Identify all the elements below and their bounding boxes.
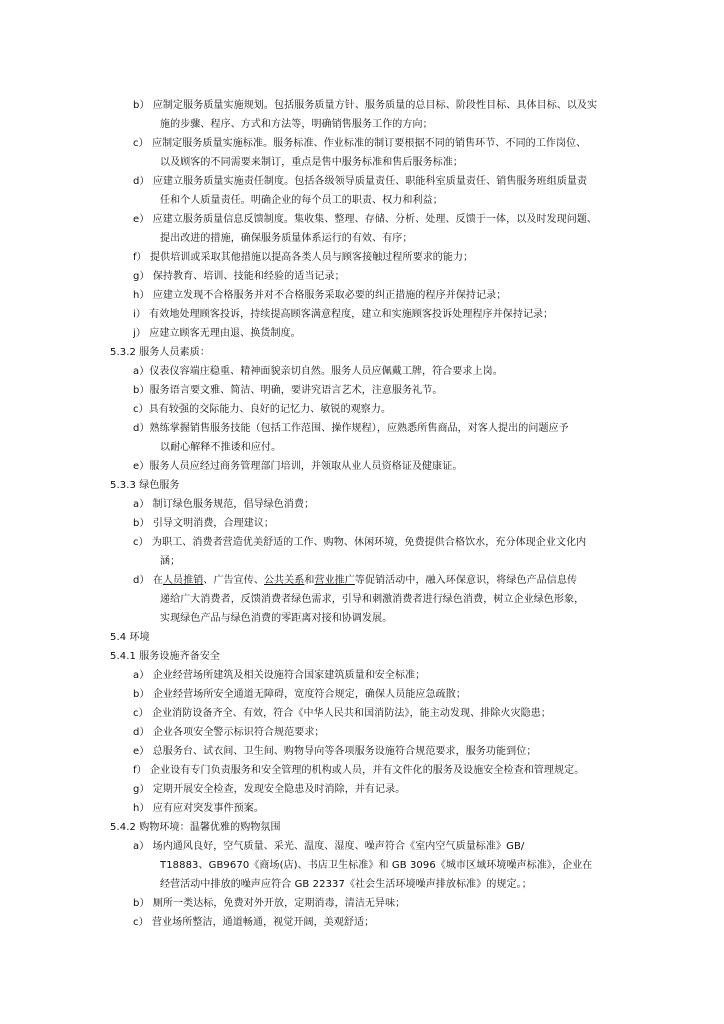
text-line: f） 提供培训或采取其他措施以提高各类人员与顾客接触过程所要求的能力； <box>133 252 474 263</box>
text-line: c） 为职工、消费者营造优美舒适的工作、购物、休闲环境，免费提供合格饮水，充分体现企业文化内 <box>133 537 587 548</box>
text-line: 施的步骤、程序、方式和方法等，明确销售服务工作的方向； <box>160 119 433 130</box>
text-line: b） 企业经营场所安全通道无障碍，宽度符合规定，确保人员能应急疏散； <box>133 689 466 700</box>
text-fragment: d） 在 <box>133 575 163 586</box>
section-heading: 5.4 环境 <box>110 632 150 643</box>
text-line: b） 厕所一类达标，免费对外开放，定期消毒，清洁无异味； <box>133 898 406 909</box>
text-line: 以耐心解释不推诿和应付。 <box>160 442 282 453</box>
section-heading: 5.3.2 服务人员素质： <box>110 347 210 358</box>
text-line: T18883、GB9670《商场(店)、书店卫生标准》和 GB 3096《城市区域环境噪声标准》，企业在 <box>160 860 593 871</box>
text-line: 经营活动中排放的噪声应符合 GB 22337《社会生活环境噪声排放标准》的规定。； <box>160 879 532 890</box>
text-line: a） 场内通风良好，空气质量、采光、温度、湿度、噪声符合《室内空气质量标准》GB/ <box>133 841 525 852</box>
text-line: 以及顾客的不同需要来制订，重点是售中服务标准和售后服务标准； <box>160 157 463 168</box>
text-line: e）服务人员应经过商务管理部门培训，并领取从业人员资格证及健康证。 <box>133 461 463 472</box>
text-line-with-links <box>133 574 577 588</box>
text-line: 提出改进的措施，确保服务质量体系运行的有效、有序； <box>160 233 413 244</box>
text-line: d） 企业各项安全警示标识符合规范要求； <box>133 727 325 738</box>
section-heading: 5.4.2 购物环境：温馨优雅的购物氛围 <box>110 822 281 833</box>
text-line: h） 应有应对突发事件预案。 <box>133 803 264 814</box>
text-line: i） 有效地处理顾客投诉，持续提高顾客满意程度，建立和实施顾客投诉处理程序并保持记录； <box>133 309 554 320</box>
text-line: 递给广大消费者，反馈消费者绿色需求，引导和刺激消费者进行绿色消费，树立企业绿色形象， <box>160 594 585 605</box>
text-line: b） 引导文明消费，合理建议； <box>133 518 275 529</box>
text-line: e） 应建立服务质量信息反馈制度。集收集、整理、存储、分析、处理、反馈于一体，以及时发现问题、 <box>133 214 598 225</box>
text-line: 任和个人质量责任。明确企业的每个员工的职责、权力和利益； <box>160 195 443 206</box>
text-fragment: 和 <box>304 575 315 586</box>
text-line: c） 营业场所整洁，通道畅通，视觉开阔，美观舒适； <box>133 917 375 928</box>
text-line: b） 应制定服务质量实施规划。包括服务质量方针、服务质量的总目标、阶段性目标、具体目标、以及实 <box>133 100 598 111</box>
link-public-relations[interactable]: 公共关系 <box>263 575 305 586</box>
text-line: c） 企业消防设备齐全、有效，符合《中华人民共和国消防法》，能主动发现、排除火灾隐患； <box>133 708 551 719</box>
text-fragment: 、广告宣传、 <box>203 575 264 586</box>
text-line: c） 应制定服务质量实施标准。服务标准、作业标准的制订要根据不同的销售环节、不同的工作岗位、 <box>133 138 587 149</box>
text-fragment: 等促销活动中，融入环保意识，将绿色产品信息传 <box>354 575 578 586</box>
text-line: e） 总服务台、试衣间、卫生间、购物导向等各项服务设施符合规范要求，服务功能到位； <box>133 746 537 757</box>
link-sales-promotion[interactable]: 营业推广 <box>314 575 355 586</box>
text-line: b）服务语言要文雅、简洁、明确，要讲究语言艺术，注意服务礼节。 <box>133 385 443 396</box>
text-line: g） 定期开展安全检查，发现安全隐患及时消除，并有记录。 <box>133 784 406 795</box>
text-line: a） 企业经营场所建筑及相关设施符合国家建筑质量和安全标准； <box>133 670 426 681</box>
section-heading: 5.4.1 服务设施齐备安全 <box>110 651 221 662</box>
section-heading: 5.3.3 绿色服务 <box>110 480 180 491</box>
text-line: 涵； <box>160 556 181 567</box>
text-line: a） 制订绿色服务规范，倡导绿色消费； <box>133 499 315 510</box>
text-line: f） 企业设有专门负责服务和安全管理的机构或人员，并有文件化的服务及设施安全检查和管理规定。 <box>133 765 585 776</box>
text-line: 实现绿色产品与绿色消费的零距离对接和协调发展。 <box>160 613 393 624</box>
text-line: d）熟练掌握销售服务技能（包括工作范围、操作规程），应熟悉所售商品，对客人提出的问题应予 <box>133 423 569 434</box>
text-line: j） 应建立顾客无理由退、换货制度。 <box>133 328 301 339</box>
text-line: d） 应建立服务质量实施责任制度。包括各级领导质量责任、职能科室质量责任、销售服务班组质量责 <box>133 176 588 187</box>
text-line: c）具有较强的交际能力、良好的记忆力、敏锐的观察力。 <box>133 404 392 415</box>
link-personal-selling[interactable]: 人员推销 <box>162 575 204 586</box>
text-line: h） 应建立发现不合格服务并对不合格服务采取必要的纠正措施的程序并保持记录； <box>133 290 507 301</box>
text-line: a）仪表仪容端庄稳重、精神面貌亲切自然。服务人员应佩戴工牌，符合要求上岗。 <box>133 366 503 377</box>
text-line: g） 保持教育、培训、技能和经验的适当记录； <box>133 271 345 282</box>
